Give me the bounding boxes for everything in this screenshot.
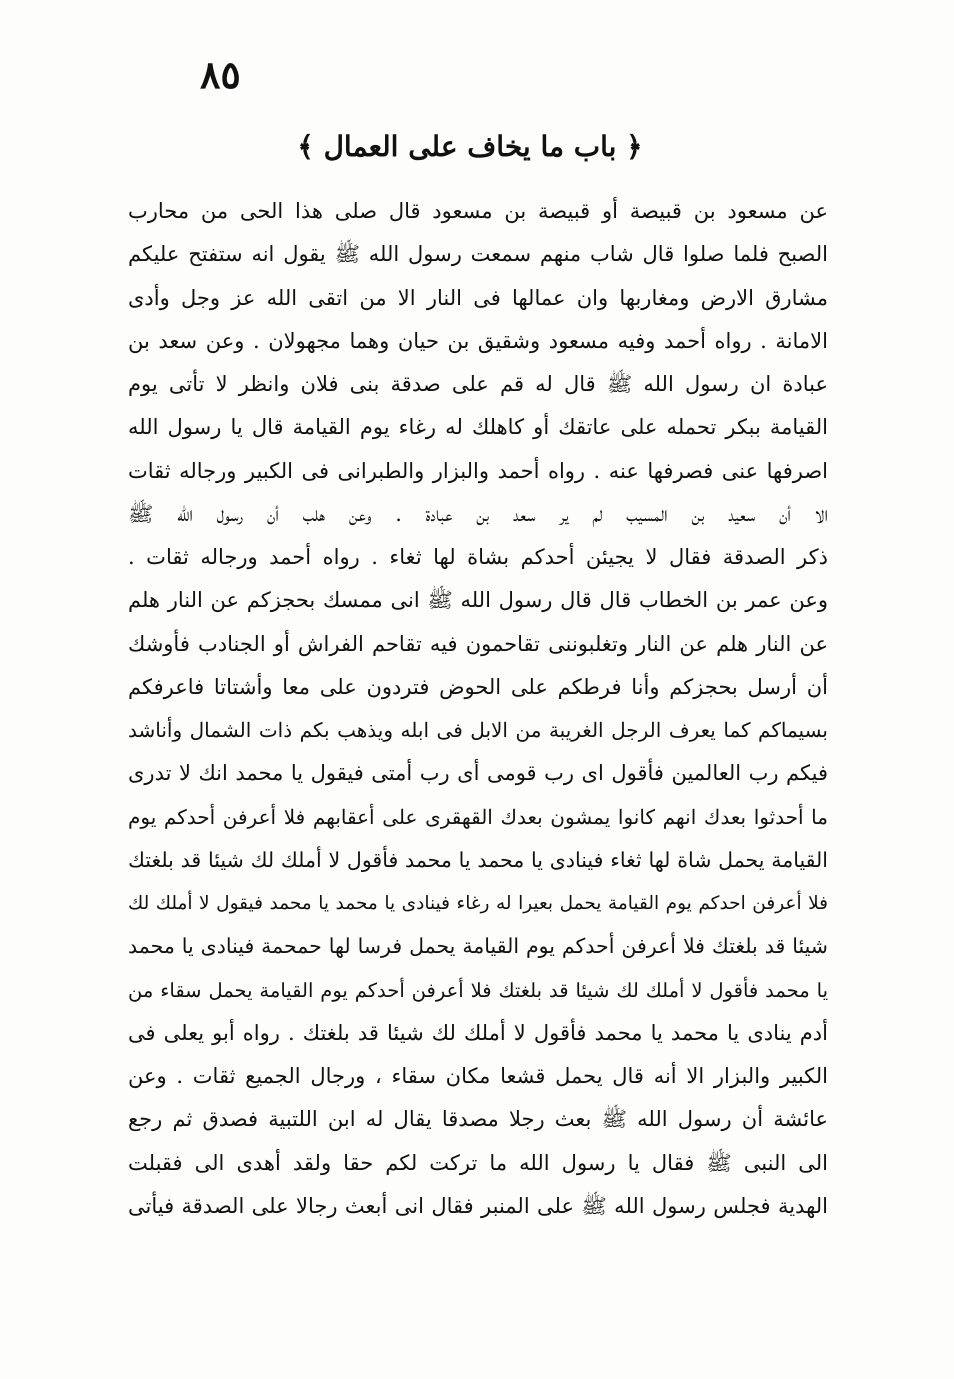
text-line: عن النار هلم عن النار وتغلبوننى تقاحمون فيه تقاحم الفراش أو الجنادب فأوشك: [128, 631, 828, 656]
text-line: الصبح فلما صلوا قال شاب منهم سمعت رسول الله ﷺ يقول انه ستفتح عليكم: [128, 242, 828, 267]
text-line: عائشة أن رسول الله ﷺ بعث رجلا مصدقا يقال له ابن اللتبية فصدق ثم رجع: [128, 1107, 828, 1132]
text-line: بسيماكم كما يعرف الرجل الغريبة من الابل فى ابله ويذهب بكم ذات الشمال وأناشد: [128, 718, 828, 742]
text-line: القيامة ببكر تحمله على عاتقك أو كاهلك له رغاء يوم القيامة قال يا رسول الله: [128, 415, 828, 440]
text-line: أدم ينادى يا محمد يا محمد فأقول لا أملك لك شيئا قد بلغتك . رواه أبو يعلى فى: [128, 1020, 828, 1045]
text-line: الا أن سعيد بن المسيب لم ير سعد بن عبادة . وعن هلب أن رسول الله ﷺ: [128, 501, 828, 526]
text-line: مشارق الارض ومغاربها وان عمالها فى النار الا من اتقى الله عز وجل وأدى: [128, 285, 828, 310]
text-line: وعن عمر بن الخطاب قال قال رسول الله ﷺ انى ممسك بحجزكم عن النار هلم: [128, 588, 828, 613]
text-line: فيكم رب العالمين فأقول اى رب قومى أى رب أمتى فيقول يا محمد انك لا تدرى: [128, 761, 828, 786]
text-line: اصرفها عنى فصرفها عنه . رواه أحمد والبزار والطبرانى فى الكبير ورجاله ثقات: [128, 458, 828, 483]
text-line: الى النبى ﷺ فقال يا رسول الله ما تركت لكم حقا ولقد أهدى الى فقبلت: [128, 1150, 828, 1175]
text-line: ما أحدثوا بعدك انهم كانوا يمشون بعدك القهقرى على أعقابهم فلا أعرفن أحدكم يوم: [128, 804, 828, 829]
chapter-title: ﴿ باب ما يخاف على العمال ﴾: [297, 130, 643, 163]
text-line: فلا أعرفن احدكم يوم القيامة يحمل بعيرا له رغاء فينادى يا محمد يا محمد فيقول لا أملك لك: [128, 893, 828, 914]
text-line: الكبير والبزار الا أنه قال يحمل قشعا مكان سقاء ، ورجال الجميع ثقات . وعن: [128, 1064, 828, 1088]
text-line: أن أرسل بحجزكم وأنا فرطكم على الحوض فتردون على معا وأشتاتا فاعرفكم: [128, 674, 828, 699]
text-line: الهدية فجلس رسول الله ﷺ على المنبر فقال انى أبعث رجالا على الصدقة فيأتى: [128, 1193, 828, 1218]
text-line: شيئا قد بلغتك فلا أعرفن أحدكم يوم القيامة يحمل فرسا لها حمحمة فينادى يا محمد: [128, 934, 828, 959]
text-line: الامانة . رواه أحمد وفيه مسعود وشقيق بن حيان وهما مجهولان . وعن سعد بن: [128, 328, 828, 353]
body-text: [128, 190, 828, 1228]
text-line: عن مسعود بن قبيصة أو قبيصة بن مسعود قال صلى هذا الحى من محارب: [128, 199, 828, 223]
page-number: ٨٥: [200, 52, 241, 97]
text-line: يا محمد فأقول لا أملك لك شيئا قد بلغتك فلا أعرفن أحدكم يوم القيامة يحمل سقاء من: [128, 978, 828, 1002]
text-line: عبادة ان رسول الله ﷺ قال له قم على صدقة بنى فلان وانظر لا تأتى يوم: [128, 372, 828, 396]
text-line: القيامة يحمل شاة لها ثغاء فينادى يا محمد يا محمد فأقول لا أملك لك شيئا قد بلغتك: [128, 847, 828, 872]
text-line: ذكر الصدقة فقال لا يجيئن أحدكم بشاة لها ثغاء . رواه أحمد ورجاله ثقات .: [128, 545, 828, 569]
